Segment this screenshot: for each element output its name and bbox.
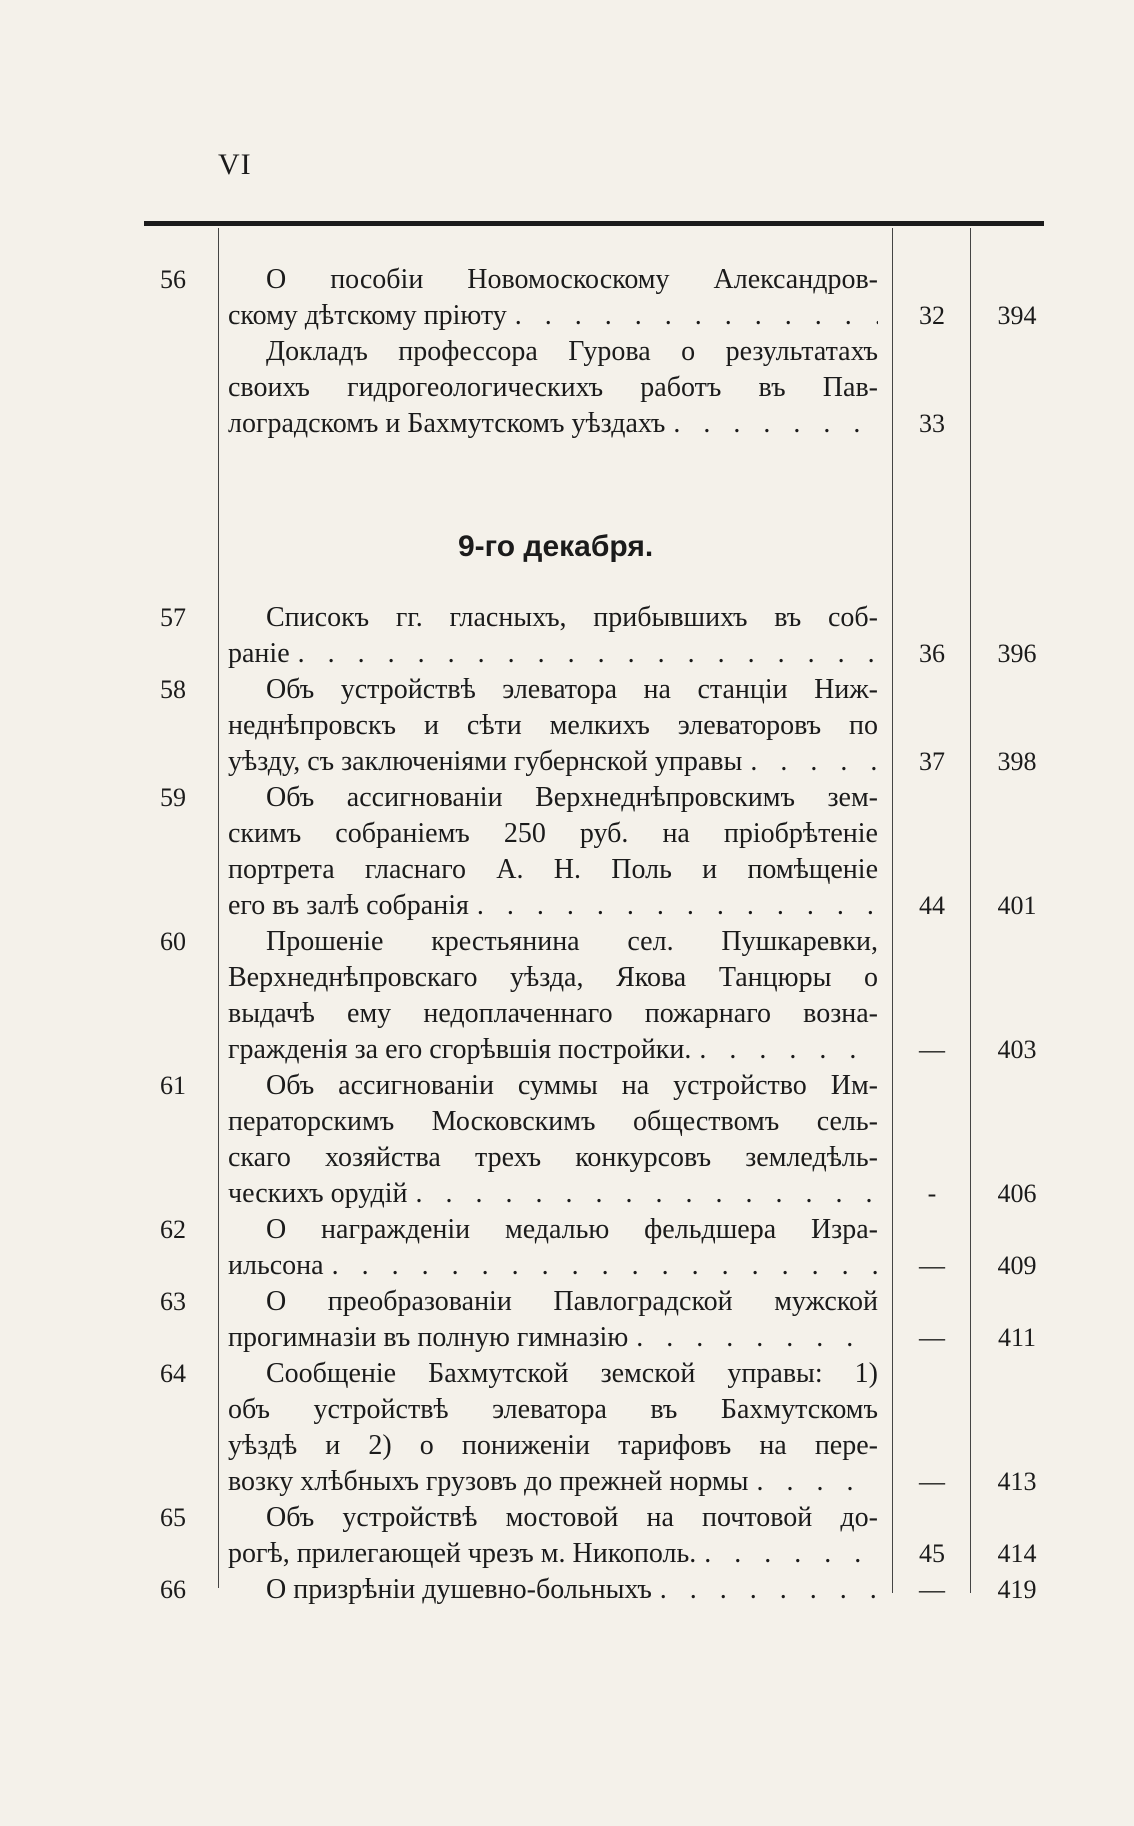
toc-entry [0, 672, 1134, 780]
entry-text-line: объ устройствѣ элеватора въ Бахмутскомъ [228, 1394, 878, 1425]
leader-dots [748, 1464, 878, 1500]
leader-dots [652, 1572, 878, 1608]
leader-dots [696, 1536, 878, 1572]
entry-text-line: рогѣ, прилегающей чрезъ м. Никополь. [228, 1538, 697, 1569]
entry-text-line: О пособіи Новомоскоскому Александров- [266, 264, 878, 295]
entry-text-line: своихъ гидрогеологическихъ работъ въ Пав- [228, 372, 878, 403]
page-ref-second: 394 [997, 301, 1037, 330]
entry-number: 59 [160, 783, 186, 812]
page-ref-second: 413 [997, 1467, 1037, 1496]
toc-entry [0, 1284, 1134, 1356]
entry-text-line: его въ залѣ собранія [228, 890, 469, 921]
toc-entry [0, 262, 1134, 334]
page-ref-first: — [919, 1467, 945, 1496]
leader-dots [628, 1320, 878, 1356]
entry-text-line: прогимназіи въ полную гимназію [228, 1322, 629, 1353]
leader-dots [324, 1248, 878, 1284]
page-ref-first: — [919, 1575, 945, 1604]
entry-last-line [228, 1320, 878, 1356]
entry-last-line [228, 1536, 878, 1572]
page-number: VI [218, 148, 252, 181]
leader-dots [665, 406, 878, 442]
entry-number: 65 [160, 1503, 186, 1532]
entry-text-line: Сообщеніе Бахмутской земской управы: 1) [266, 1358, 878, 1389]
entry-text-line: портрета гласнаго А. Н. Поль и помѣщеніе [228, 854, 878, 885]
entry-text-line: ческихъ орудій [228, 1178, 408, 1209]
entry-number: 64 [160, 1359, 186, 1388]
entry-text-line: Прошеніе крестьянина сел. Пушкаревки, [266, 926, 878, 957]
header-rule [144, 221, 1044, 226]
entry-text-line: Верхнеднѣпровскаго уѣзда, Якова Танцюры о [228, 962, 878, 993]
toc-entry [0, 1068, 1134, 1212]
toc-entry [0, 334, 1134, 442]
page-ref-first: — [919, 1323, 945, 1352]
entry-text-line: гражденія за его сгорѣвшія постройки. [228, 1034, 692, 1065]
toc-entry [0, 1572, 1134, 1608]
entry-text-line: уѣздѣ и 2) о пониженіи тарифовъ на пере- [228, 1430, 878, 1461]
section-heading: 9-го декабря. [458, 530, 654, 563]
entry-last-line [228, 744, 878, 780]
page-ref-second: 401 [997, 891, 1037, 920]
page-ref-second: 409 [997, 1251, 1037, 1280]
entry-text-line: О преобразованіи Павлоградской мужской [266, 1286, 878, 1317]
page-ref-second: 396 [997, 639, 1037, 668]
entry-last-line [228, 636, 878, 672]
entry-text-line: неднѣпровскъ и сѣти мелкихъ элеваторовъ по [228, 710, 878, 741]
entry-number: 62 [160, 1215, 186, 1244]
entry-text-line: Докладъ профессора Гурова о результатахъ [266, 336, 878, 367]
toc-entry [0, 780, 1134, 924]
page-ref-second: 398 [997, 747, 1037, 776]
entry-text-line: выдачѣ ему недоплаченнаго пожарнаго возна- [228, 998, 878, 1029]
entry-number: 61 [160, 1071, 186, 1100]
entry-text-line: скаго хозяйства трехъ конкурсовъ земледѣль- [228, 1142, 878, 1173]
entry-text-line: лоградскомъ и Бахмутскомъ уѣздахъ [228, 408, 666, 439]
page-ref-second: 411 [997, 1323, 1037, 1352]
entry-number: 58 [160, 675, 186, 704]
page-ref-second: 414 [997, 1539, 1037, 1568]
page-ref-first: - [927, 1179, 937, 1208]
entry-last-line [228, 1572, 878, 1608]
entry-text-line: О награжденіи медалью фельдшера Изра- [266, 1214, 878, 1245]
leader-dots [408, 1176, 878, 1212]
entry-text-line: скому дѣтскому пріюту [228, 300, 507, 331]
entry-text-line: уѣзду, съ заключеніями губернской управы [228, 746, 743, 777]
entry-text-line: Объ ассигнованіи Верхнеднѣпровскимъ зем- [266, 782, 878, 813]
entry-last-line [228, 1248, 878, 1284]
entry-text-line: Списокъ гг. гласныхъ, прибывшихъ въ соб- [266, 602, 878, 633]
entry-last-line [228, 298, 878, 334]
toc-entry [0, 600, 1134, 672]
entry-number: 57 [160, 603, 186, 632]
page-ref-second: 419 [997, 1575, 1037, 1604]
leader-dots [290, 636, 878, 672]
entry-last-line [228, 1176, 878, 1212]
toc-entry [0, 1356, 1134, 1500]
entry-number: 63 [160, 1287, 186, 1316]
page-ref-second: 403 [997, 1035, 1037, 1064]
entry-number: 60 [160, 927, 186, 956]
leader-dots [469, 888, 878, 924]
entry-number: 56 [160, 265, 186, 294]
toc-entry [0, 1500, 1134, 1572]
entry-last-line [228, 1032, 878, 1068]
entry-text-line: ильсона [228, 1250, 324, 1281]
entry-text-line: ператорскимъ Московскимъ обществомъ сель- [228, 1106, 878, 1137]
entry-text-line: Объ устройствѣ элеватора на станціи Ниж- [266, 674, 878, 705]
entry-last-line [228, 888, 878, 924]
page-ref-first: — [919, 1251, 945, 1280]
entry-text-line: скимъ собраніемъ 250 руб. на пріобрѣтеніе [228, 818, 878, 849]
leader-dots [742, 744, 878, 780]
entry-text-line: раніе [228, 638, 290, 669]
entry-text-line: возку хлѣбныхъ грузовъ до прежней нормы [228, 1466, 749, 1497]
leader-dots [507, 298, 878, 334]
page-ref-first: 45 [919, 1539, 945, 1568]
entry-last-line [228, 1464, 878, 1500]
page-ref-second: 406 [997, 1179, 1037, 1208]
page-ref-first: 33 [919, 409, 945, 438]
page-ref-first: 32 [919, 301, 945, 330]
entry-text-line: Объ ассигнованіи суммы на устройство Им- [266, 1070, 878, 1101]
toc-entry [0, 1212, 1134, 1284]
entry-text-line: Объ устройствѣ мостовой на почтовой до- [266, 1502, 878, 1533]
entry-last-line [228, 406, 878, 442]
leader-dots [691, 1032, 878, 1068]
page-ref-first: 37 [919, 747, 945, 776]
table-of-contents [0, 262, 1134, 1608]
toc-entry [0, 924, 1134, 1068]
entry-text-line: О призрѣніи душевно-больныхъ [266, 1574, 652, 1605]
page-ref-first: — [919, 1035, 945, 1064]
page-ref-first: 44 [919, 891, 945, 920]
page-ref-first: 36 [919, 639, 945, 668]
entry-number: 66 [160, 1575, 186, 1604]
